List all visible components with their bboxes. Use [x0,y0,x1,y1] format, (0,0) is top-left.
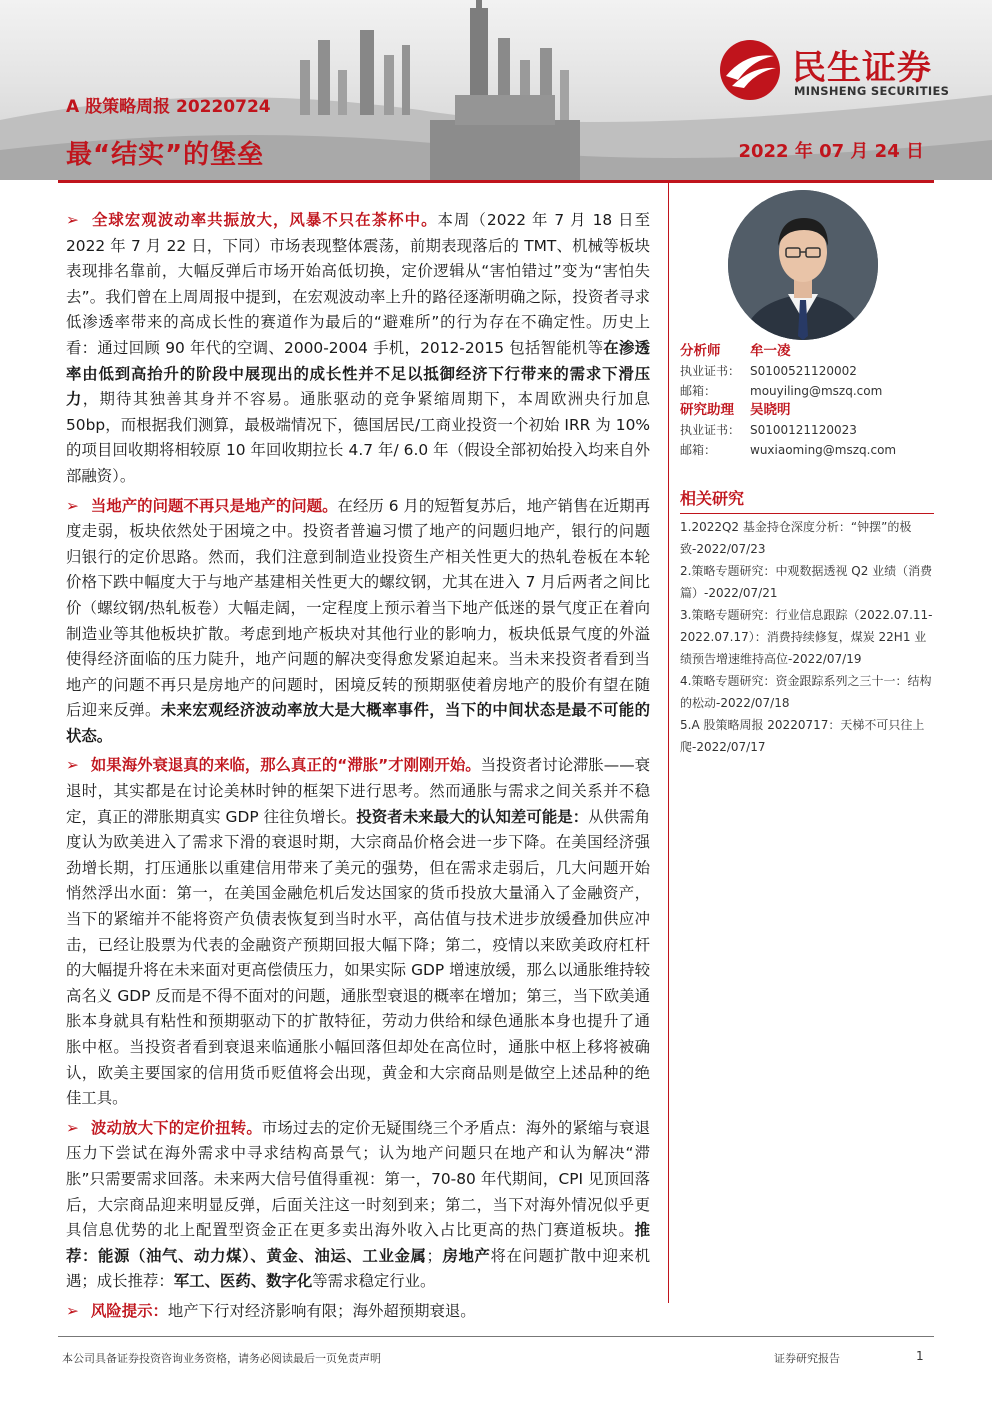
report-title: 最“结实”的堡垒 [66,140,265,170]
analyst-1-role-row [680,342,934,362]
related-research-item[interactable]: 5.A 股策略周报 20220717：天梯不可只往上爬-2022/07/17 [680,718,925,754]
analyst-2-cert-row [680,421,934,441]
analyst-2-role-row [680,401,934,421]
paragraph-1 [66,208,650,490]
risk-lead: 风险提示： [90,1301,168,1320]
arrow-bullet-icon: ➢ [66,1118,79,1137]
paragraph-1-lead: 全球宏观波动率共振放大，风暴不只在茶杯中。 [90,211,438,229]
footer-rule [58,1336,934,1337]
analyst-1-cert-row [680,362,934,382]
risk-text: 地产下行对经济影响有限；海外超预期衰退。 [167,1301,476,1320]
minsheng-logo [716,38,966,102]
paragraph-4-bold: 推荐：能源（油气、动力煤）、黄金、油运、工业金属 [66,1221,650,1265]
analyst-role: 分析师 [680,343,721,359]
arrow-bullet-icon: ➢ [66,1301,79,1320]
related-research-item[interactable]: 3.策略专题研究：行业信息跟踪（2022.07.11-2022.07.17）：消费持续修复，煤炭 22H1 业绩预告增速维持高位-2022/07/19 [680,608,933,666]
footer-disclaimer: 本公司具备证券投资咨询业务资格，请务必阅读最后一页免责声明 [62,1352,381,1365]
paragraph-2 [66,494,650,750]
logo-chinese-text: 民生证券 [792,48,932,88]
paragraph-3-bold: 投资者未来最大的认知差可能是： [356,807,589,826]
paragraph-3-lead: 如果海外衰退真的来临，那么真正的“滞胀”才刚刚开始。 [90,756,481,775]
paragraph-4 [66,1116,650,1295]
report-series: A 股策略周报 20220724 [66,97,271,117]
assistant-name: 吴晓明 [750,402,791,419]
arrow-bullet-icon: ➢ [66,211,79,229]
cert-number: S0100121120023 [750,423,857,438]
analyst-portrait-icon [728,190,878,340]
related-research-item[interactable]: 1.2022Q2 基金持仓深度分析：“钟摆”的极致-2022/07/23 [680,520,912,556]
cert-label: 执业证书： [680,363,741,378]
paragraph-2-text: 在经历 6 月的短暂复苏后，地产销售在近期再度走弱，板块依然处于困境之中。投资者普遍习惯了地产的问题归地产，银行的问题归银行的定价思路。然而，我们注意到制造业投资生产相关性更大的热轧卷板在本轮价格下跌中幅度大于与地产基建相关性更大的螺纹钢，尤其在进入 7 月后两者之间比价（螺纹钢/热轧板卷）大幅走阔，一定程度上预示着当下地产低迷的景气度正在着向制造业等其他板块扩散。考虑到地产板块对其他行业的影响力，板块低景气度的外溢使得经济面临的压力陡升，地产问题的解决变得愈发紧迫起来。当未来投资者看到当地产的问题不再只是房地产的问题时，困境反转的预期驱使着房地产的股价有望在随后迎来反弹。 [66,496,650,720]
related-research-item[interactable]: 2.策略专题研究：中观数据透视 Q2 业绩（消费篇）-2022/07/21 [680,564,933,600]
paragraph-4-text: 市场过去的定价无疑围绕三个矛盾点：海外的紧缩与衰退压力下尝试在海外需求中寻求结构高景气；认为地产问题只在地产和认为解决“滞胀”只需要需求回落。未来两大信号值得重视：第一，70-80 年代期间，CPI 见顶回落后，大宗商品迎来明显反弹，后面关注这一时刻到来；第二，当下对海外情况似乎更具信息优势的北上配置型资金正在更多卖出海外收入占比更高的热门赛道板块。 [66,1118,650,1240]
analyst-name: 牟一凌 [750,343,791,359]
paragraph-4-text-4: 等需求稳定行业。 [312,1272,436,1291]
main-text-column [66,208,650,1329]
cert-number: S0100521120002 [750,363,857,378]
arrow-bullet-icon: ➢ [66,756,79,775]
arrow-bullet-icon: ➢ [66,496,79,515]
report-date: 2022 年 07 月 24 日 [738,141,924,162]
paragraph-3 [66,753,650,1111]
analyst-email[interactable]: mouyiling@mszq.com [750,383,883,398]
paragraph-risk [66,1299,650,1325]
cert-label: 执业证书： [680,423,741,438]
paragraph-1-text: 本周（2022 年 7 月 18 日至 2022 年 7 月 22 日，下同）市场表现整体震荡，前期表现落后的 TMT、机械等板块表现排名靠前，大幅反弹后市场开始高低切换，定价逻辑从“害怕错过”变为“害怕失去”。我们曾在上周周报中提到，在宏观波动率上升的路径逐渐明确之际，投资者寻求低渗透率带来的高成长性的赛道作为最后的“避难所”的行为存在不确定性。历史上看：通过回顾 90 年代的空调、2000-2004 手机，2012-2015 包括智能机等 [66,211,650,357]
analyst-info [680,342,934,461]
page-number: 1 [916,1349,924,1363]
related-research-heading: 相关研究 [680,486,934,514]
paragraph-2-lead: 当地产的问题不再只是地产的问题。 [90,496,338,515]
related-research-list [680,516,934,758]
paragraph-3-text: 当投资者讨论滞胀——衰退时，其实都是在讨论美林时钟的框架下进行思考。然而通胀与需求之间关系并不稳定，真正的滞胀期真实 GDP 往往负增长。 [66,756,650,826]
assistant-role: 研究助理 [680,402,734,419]
paragraph-1-text-2: ，期待其独善其身并不容易。通胀驱动的竞争紧缩周期下，本周欧洲央行加息 50bp，而根据我们测算，最极端情况下，德国居民/工商业投资一个初始 IRR 为 10%的项目回收期将相较原 10 年回收期拉长 4.7 年/ 6.0 年（假设全部初始投入均来自外部融资）。 [66,390,650,485]
header-banner [0,0,992,180]
paragraph-4-bold-3: 军工、医药、数字化 [173,1272,313,1291]
column-divider [668,183,669,1303]
paragraph-4-lead: 波动放大下的定价扭转。 [90,1118,262,1137]
analyst-1-mail-row [680,382,934,402]
mail-label: 邮箱： [680,442,717,457]
header-rule [58,180,934,183]
assistant-email[interactable]: wuxiaoming@mszq.com [750,442,897,457]
paragraph-4-bold-2: 房地产 [441,1246,491,1265]
mail-label: 邮箱： [680,383,717,398]
logo-english-text: MINSHENG SECURITIES [794,84,950,98]
paragraph-4-text-3: 将在问题扩散中迎来机遇；成长推荐： [66,1246,650,1291]
analyst-photo [728,190,878,340]
paragraph-4-text-2: ； [426,1246,442,1265]
related-research-item[interactable]: 4.策略专题研究：资金跟踪系列之三十一：结构的松动-2022/07/18 [680,674,932,710]
footer-report-type: 证券研究报告 [774,1352,840,1365]
paragraph-1-bold: 在渗透率由低到高抬升的阶段中展现出的成长性并不足以抵御经济下行带来的需求下滑压力 [66,338,650,409]
minsheng-logo-icon [716,38,784,102]
paragraph-2-bold: 未来宏观经济波动率放大是大概率事件，当下的中间状态是最不可能的状态。 [66,701,650,745]
paragraph-3-text-2: 从供需角度认为欧美进入了需求下滑的衰退时期，大宗商品价格会进一步下降。在美国经济强劲增长期，打压通胀以重建信用带来了美元的强势，但在需求走弱后，几大问题开始悄然浮出水面：第一，在美国金融危机后发达国家的货币投放大量涌入了金融资产，当下的紧缩并不能将资产负债表恢复到当时水平，高估值与技术进步放缓叠加供应冲击，已经让股票为代表的金融资产预期回报大幅下降；第二，疫情以来欧美政府杠杆的大幅提升将在未来面对更高偿债压力，如果实际 GDP 增速放缓，那么以通胀维持较高名义 GDP 反而是不得不面对的问题，通胀型衰退的概率在增加；第三，当下欧美通胀本身就具有粘性和预期驱动下的扩散特征，劳动力供给和绿色通胀本身也提升了通胀中枢。当投资者看到衰退来临通胀小幅回落但却处在高位时，通胀中枢上移将被确认，欧美主要国家的信用货币贬值将会出现，黄金和大宗商品则是做空上述品种的绝佳工具。 [66,807,650,1108]
analyst-2-mail-row [680,441,934,461]
